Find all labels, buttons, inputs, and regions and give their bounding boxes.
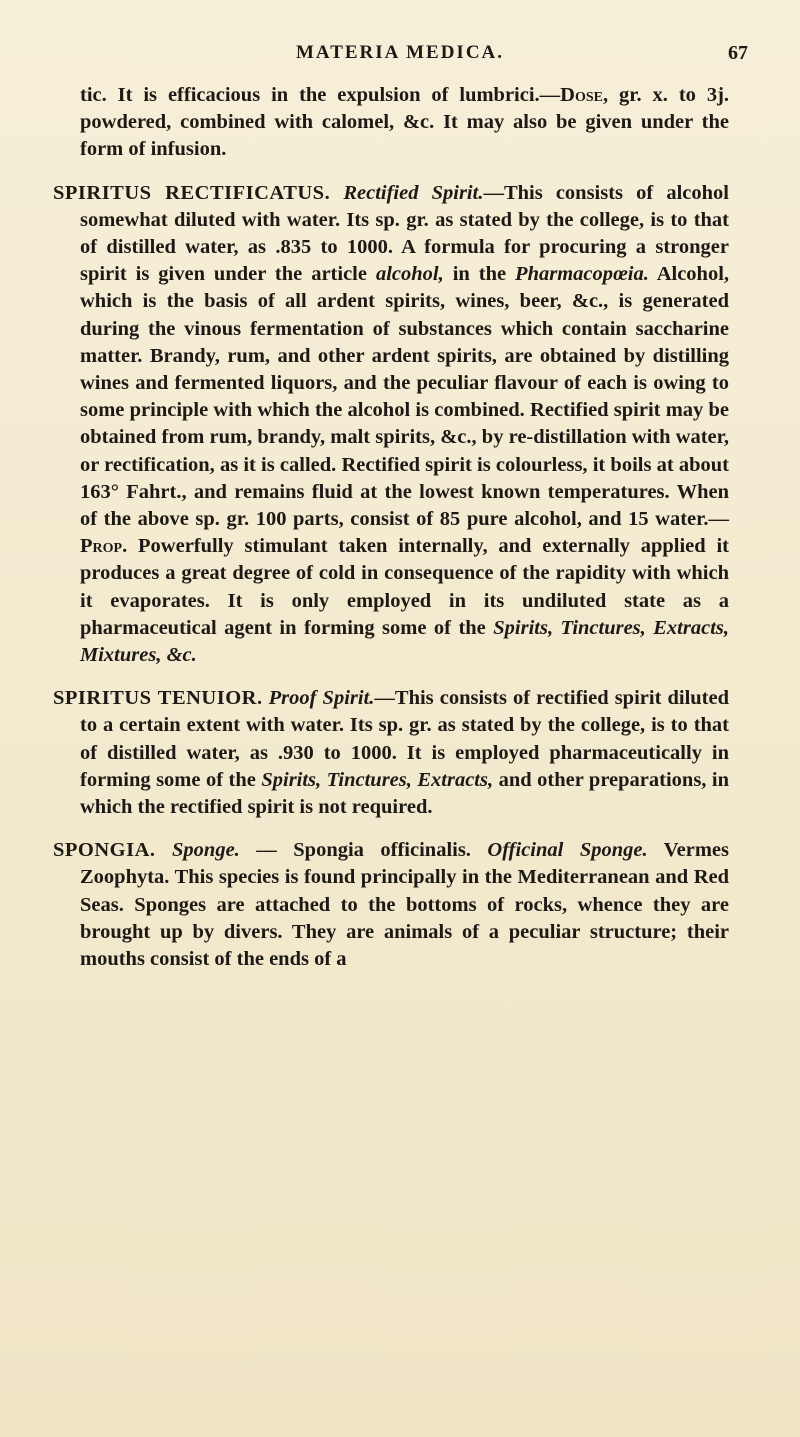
entry-spiritus-rectificatus: SPIRITUS RECTIFICATUS. Rectified Spirit.—This consists of alcohol somewhat diluted with water. Its sp. gr. as stated by the college, is to that of distilled water, as .835 to 1000. A formula for procuring a stronger spirit is given under the article alcohol, in the Pharmacopœia. Alcohol, which is the basis of all ardent spirits, wines, beer, &c., is generated during the vinous fermentation of substances which contain saccharine matter. Brandy, rum, and other ardent spirits, are obtained by distilling wines and fermented liquors, and the peculiar flavour of each is owing to some principle with which the alcohol is combined. Rectified spirit may be obtained from rum, brandy, malt spirits, &c., by re-distillation with water, or rectification, as it is called. Rectified spirit is colourless, it boils at about 163° Fahrt., and remains fluid at the lowest known temperatures. When of the above sp. gr. 100 parts, consist of 85 pure alcohol, and 15 water.—Prop. Powerfully stimulant taken internally, and externally applied it produces a great degree of cold in consequence of the rapidity with which it evaporates. It is only employed in its undiluted state as a pharmaceutical agent in forming some of the Spirits, Tinctures, Extracts, Mixtures, &c. (53, 181, 730, 667)
page-number: 67 (728, 42, 748, 64)
entry-english-title: Rectified Spirit. (343, 181, 484, 204)
entry-spiritus-tenuior: SPIRITUS TENUIOR. Proof Spirit.—This consists of rectified spirit diluted to a certain extent with water. Its sp. gr. as stated by the college, is to that of distilled water, as .930 to 1000. It is employed pharmaceutically in forming some of the Spirits, Tinctures, Extracts, and other preparations, in which the rectified spirit is not required. (53, 687, 730, 819)
running-title: MATERIA MEDICA. (295, 42, 505, 63)
entry-english-title: Sponge. (172, 839, 240, 862)
entry-heading: SPONGIA. (53, 839, 156, 862)
dose-label: Dose, (560, 84, 609, 106)
continued-paragraph: tic. It is efficacious in the expulsion of lumbrici.—Dose, gr. x. to 3j. powdered, combined with calomel, &c. It may also be given under the form of infusion. (80, 84, 730, 161)
page-body (53, 82, 729, 989)
entry-english-title: Proof Spirit. (268, 687, 375, 710)
entry-heading: SPIRITUS RECTIFICATUS. (53, 181, 331, 204)
entry-heading: SPIRITUS TENUIOR. (53, 687, 263, 710)
entry-spongia: SPONGIA. Sponge. — Spongia officinalis. Officinal Sponge. Vermes Zoophyta. This species is found principally in the Mediterranean and Red Seas. Sponges are attached to the bottoms of rocks, whence they are brought up by divers. They are animals of a peculiar structure; their mouths consist of the ends of a (53, 839, 730, 971)
prop-label: Prop. (80, 535, 128, 558)
page-header (0, 42, 800, 72)
